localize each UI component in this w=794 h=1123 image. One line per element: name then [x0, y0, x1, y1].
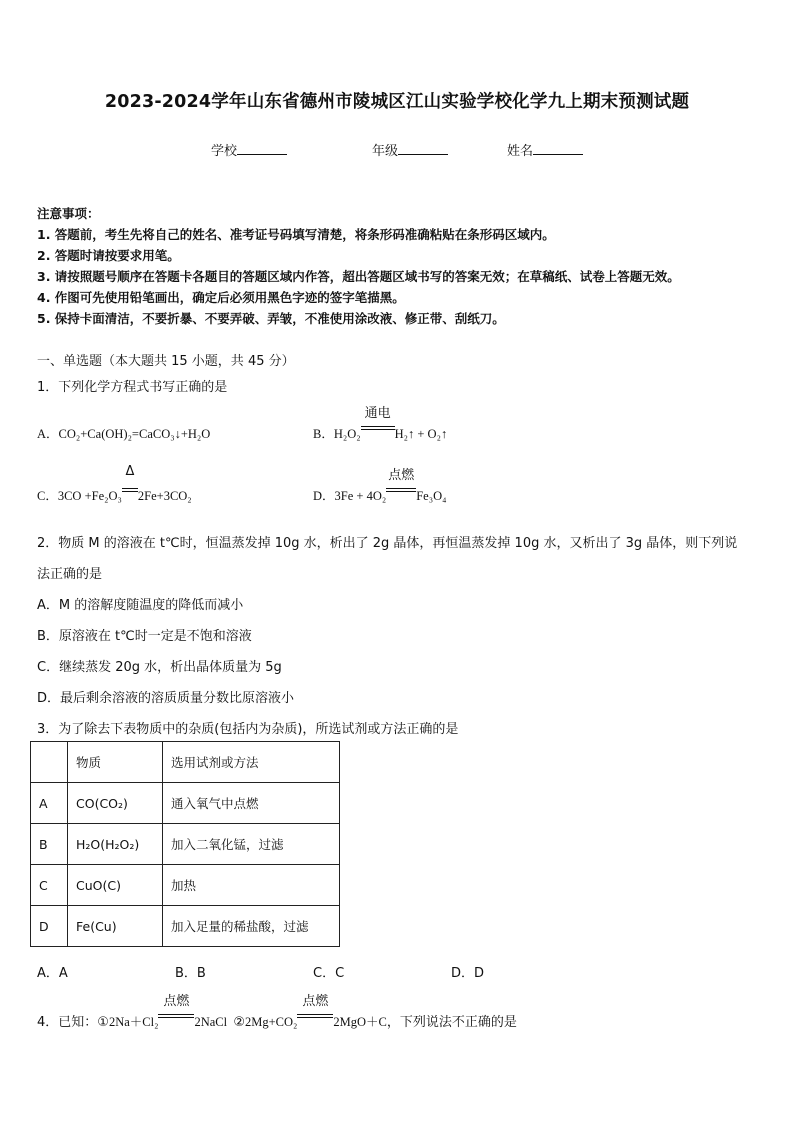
section-heading: 一、单选题（本大题共 15 小题，共 45 分）	[37, 354, 295, 369]
notice-item: 3. 请按照题号顺序在答题卡各题目的答题区域内作答，超出答题区域书写的答案无效；在草稿纸、试卷上答题无效。	[37, 269, 680, 284]
equation-right: 2Fe+3CO₂	[137, 489, 192, 503]
table-cell: 通入氧气中点燃	[163, 783, 340, 824]
name-label: 姓名	[507, 144, 534, 159]
condition-label: 通电	[364, 406, 391, 421]
name-blank[interactable]	[533, 142, 583, 155]
q4-suffix: ，下列说法不正确的是	[386, 1015, 517, 1030]
double-line	[297, 1014, 333, 1018]
q4-mid: ②	[233, 1015, 245, 1030]
table-header-row	[31, 742, 340, 783]
table-cell: 加入足量的稀盐酸，过滤	[163, 906, 340, 947]
condition-label: 点燃	[388, 468, 415, 483]
table-cell: CuO(C)	[68, 865, 163, 906]
page-title: 2023-2024学年山东省德州市陵城区江山实验学校化学九上期末预测试题	[104, 92, 690, 112]
option-label: C．	[37, 489, 58, 503]
name-field[interactable]	[507, 140, 583, 159]
equation: CO₂+Ca(OH)₂=CaCO₃↓+H₂O	[58, 427, 211, 441]
notice-item: 4. 作图可先使用铅笔画出，确定后必须用黑色字迹的签字笔描黑。	[37, 290, 405, 305]
reaction-condition-arrow	[158, 994, 194, 1026]
notice-item: 2. 答题时请按要求用笔。	[37, 248, 180, 263]
table-cell: Fe(Cu)	[68, 906, 163, 947]
table-cell: CO(CO₂)	[68, 783, 163, 824]
option-label: A．	[37, 427, 59, 441]
q3-option-c[interactable]: C．C	[313, 966, 345, 981]
q2-option-c[interactable]: C．继续蒸发 20g 水，析出晶体质量为 5g	[37, 660, 282, 675]
q3-option-d[interactable]: D．D	[451, 966, 485, 981]
table-cell: C	[31, 865, 68, 906]
q3-stem: 3．为了除去下表物质中的杂质(包括内为杂质)，所选试剂或方法正确的是	[37, 722, 459, 737]
option-label: D．	[313, 489, 335, 503]
option-label: B．	[313, 427, 334, 441]
q1-option-d[interactable]	[313, 468, 447, 504]
double-line	[158, 1014, 194, 1018]
school-label: 学校	[211, 144, 238, 159]
equation-left: 2Mg+CO₂	[244, 1015, 298, 1029]
reaction-condition-arrow	[122, 464, 138, 500]
school-field[interactable]	[211, 140, 287, 159]
table-cell: H₂O(H₂O₂)	[68, 824, 163, 865]
q1-option-b[interactable]	[313, 406, 448, 442]
grade-label: 年级	[372, 144, 399, 159]
reaction-condition-arrow	[386, 468, 416, 500]
q2-option-a[interactable]: A．M 的溶解度随温度的降低而减小	[37, 598, 244, 613]
impurity-table	[30, 741, 340, 947]
notice-item: 5. 保持卡面清洁，不要折暴、不要弄破、弄皱，不准使用涂改液、修正带、刮纸刀。	[37, 311, 505, 326]
notice-heading: 注意事项：	[37, 206, 100, 221]
q2-stem-continued: 法正确的是	[37, 567, 103, 582]
table-header-cell: 物质	[68, 742, 163, 783]
condition-label: Δ	[125, 464, 135, 479]
reaction-condition-arrow	[361, 406, 395, 438]
condition-label: 点燃	[302, 994, 329, 1009]
table-header-cell	[31, 742, 68, 783]
q1-option-c[interactable]	[37, 464, 192, 504]
equation-left: 2Na＋Cl₂	[108, 1015, 159, 1029]
table-cell: D	[31, 906, 68, 947]
table-cell: B	[31, 824, 68, 865]
table-cell: 加热	[163, 865, 340, 906]
q1-option-a[interactable]	[37, 424, 210, 442]
table-row	[31, 824, 340, 865]
equation-left: 3CO +Fe₂O₃	[57, 489, 122, 503]
q3-option-a[interactable]: A．A	[37, 966, 68, 981]
q2-option-d[interactable]: D．最后剩余溶液的溶质质量分数比原溶液小	[37, 691, 295, 706]
q4-prefix: 4．已知：①	[37, 1015, 109, 1030]
notice-item: 1. 答题前，考生先将自己的姓名、准考证号码填写清楚，将条形码准确粘贴在条形码区域内。	[37, 227, 555, 242]
q1-stem: 1．下列化学方程式书写正确的是	[37, 380, 228, 395]
reaction-condition-arrow	[297, 994, 333, 1026]
equation-right: H₂↑ + O₂↑	[394, 427, 448, 441]
double-line	[361, 426, 395, 430]
q3-option-b[interactable]: B．B	[175, 966, 206, 981]
condition-label: 点燃	[163, 994, 190, 1009]
table-row	[31, 783, 340, 824]
equation-left: 3Fe + 4O₂	[334, 489, 387, 503]
equation-right: 2NaCl	[194, 1015, 228, 1029]
grade-blank[interactable]	[398, 142, 448, 155]
table-cell: A	[31, 783, 68, 824]
double-line	[122, 488, 138, 492]
double-line	[386, 488, 416, 492]
equation-left: H₂O₂	[333, 427, 361, 441]
school-blank[interactable]	[237, 142, 287, 155]
equation-right: Fe₃O₄	[416, 489, 447, 503]
table-row	[31, 865, 340, 906]
table-header-cell: 选用试剂或方法	[163, 742, 340, 783]
equation-right: 2MgO＋C	[333, 1015, 387, 1029]
q2-option-b[interactable]: B．原溶液在 t℃时一定是不饱和溶液	[37, 629, 252, 644]
q4-stem	[37, 994, 517, 1030]
table-cell: 加入二氧化锰，过滤	[163, 824, 340, 865]
table-row	[31, 906, 340, 947]
q2-stem: 2．物质 M 的溶液在 t℃时，恒温蒸发掉 10g 水，析出了 2g 晶体，再恒温蒸发掉 10g 水，又析出了 3g 晶体，则下列说	[37, 536, 738, 551]
grade-field[interactable]	[372, 140, 448, 159]
